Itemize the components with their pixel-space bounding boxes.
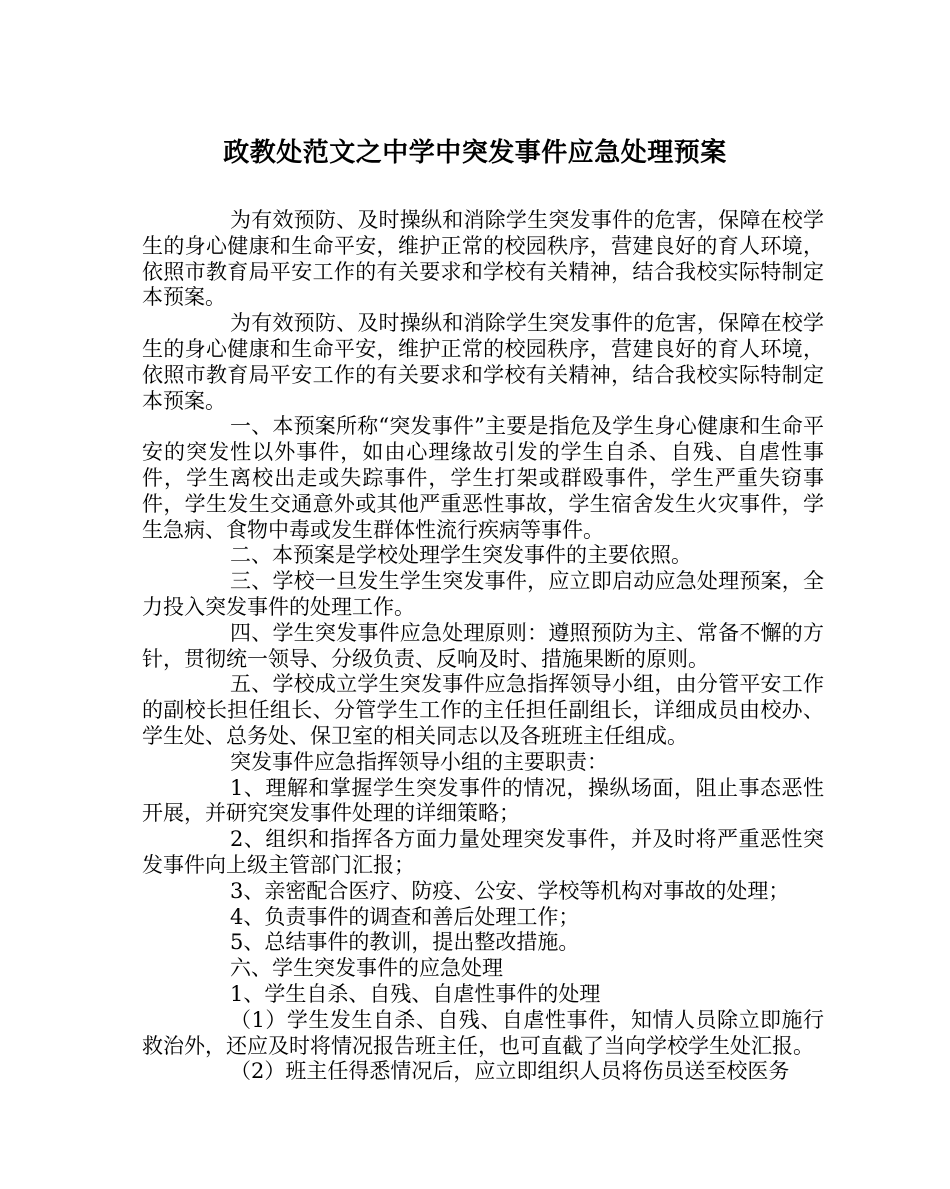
paragraph: 为有效预防、及时操纵和消除学生突发事件的危害，保障在校学生的身心健康和生命平安，维护正常的校园秩序，营建良好的育人环境，依照市教育局平安工作的有关要求和学校有关精神，结合我校实际特制定本预案。 <box>142 208 824 310</box>
paragraph: 4、负责事件的调查和善后处理工作； <box>230 904 580 929</box>
paragraph: 3、亲密配合医疗、防疫、公安、学校等机构对事故的处理； <box>230 878 790 903</box>
paragraph: 四、学生突发事件应急处理原则：遵照预防为主、常备不懈的方针，贯彻统一领导、分级负责、反响及时、措施果断的原则。 <box>142 620 824 671</box>
paragraph: （1）学生发生自杀、自残、自虐性事件，知情人员除立即施行救治外，还应及时将情况报告班主任，也可直截了当向学校学生处汇报。 <box>142 1007 824 1058</box>
paragraph: 二、本预案是学校处理学生突发事件的主要依照。 <box>230 543 692 568</box>
paragraph: 五、学校成立学生突发事件应急指挥领导小组，由分管平安工作的副校长担任组长、分管学生工作的主任担任副组长，详细成员由校办、学生处、总务处、保卫室的相关同志以及各班班主任组成。 <box>142 672 824 748</box>
paragraph: 5、总结事件的教训，提出整改措施。 <box>230 930 580 955</box>
paragraph: 为有效预防、及时操纵和消除学生突发事件的危害，保障在校学生的身心健康和生命平安，维护正常的校园秩序，营建良好的育人环境，依照市教育局平安工作的有关要求和学校有关精神，结合我校实际特制定本预案。 <box>142 311 824 413</box>
paragraph: 一、本预案所称“突发事件”主要是指危及学生身心健康和生命平安的突发性以外事件，如由心理缘故引发的学生自杀、自残、自虐性事件，学生离校出走或失踪事件，学生打架或群殴事件，学生严重失窃事件，学生发生交通意外或其他严重恶性事故，学生宿舍发生火灾事件，学生急病、食物中毒或发生群体性流行疾病等事件。 <box>142 414 824 542</box>
document-title: 政教处范文之中学中突发事件应急处理预案 <box>223 138 727 168</box>
paragraph: 三、学校一旦发生学生突发事件，应立即启动应急处理预案，全力投入突发事件的处理工作。 <box>142 569 824 619</box>
document-body <box>142 208 824 1085</box>
paragraph: 2、组织和指挥各方面力量处理突发事件，并及时将严重恶性突发事件向上级主管部门汇报； <box>142 827 824 877</box>
subsection-heading: 1、学生自杀、自残、自虐性事件的处理 <box>230 981 601 1006</box>
paragraph: （2）班主任得悉情况后，应立即组织人员将伤员送至校医务 <box>230 1059 790 1084</box>
paragraph: 突发事件应急指挥领导小组的主要职责： <box>230 749 608 774</box>
section-heading: 六、学生突发事件的应急处理 <box>230 956 503 981</box>
paragraph: 1、理解和掌握学生突发事件的情况，操纵场面，阻止事态恶性开展，并研究突发事件处理的详细策略； <box>142 775 824 826</box>
